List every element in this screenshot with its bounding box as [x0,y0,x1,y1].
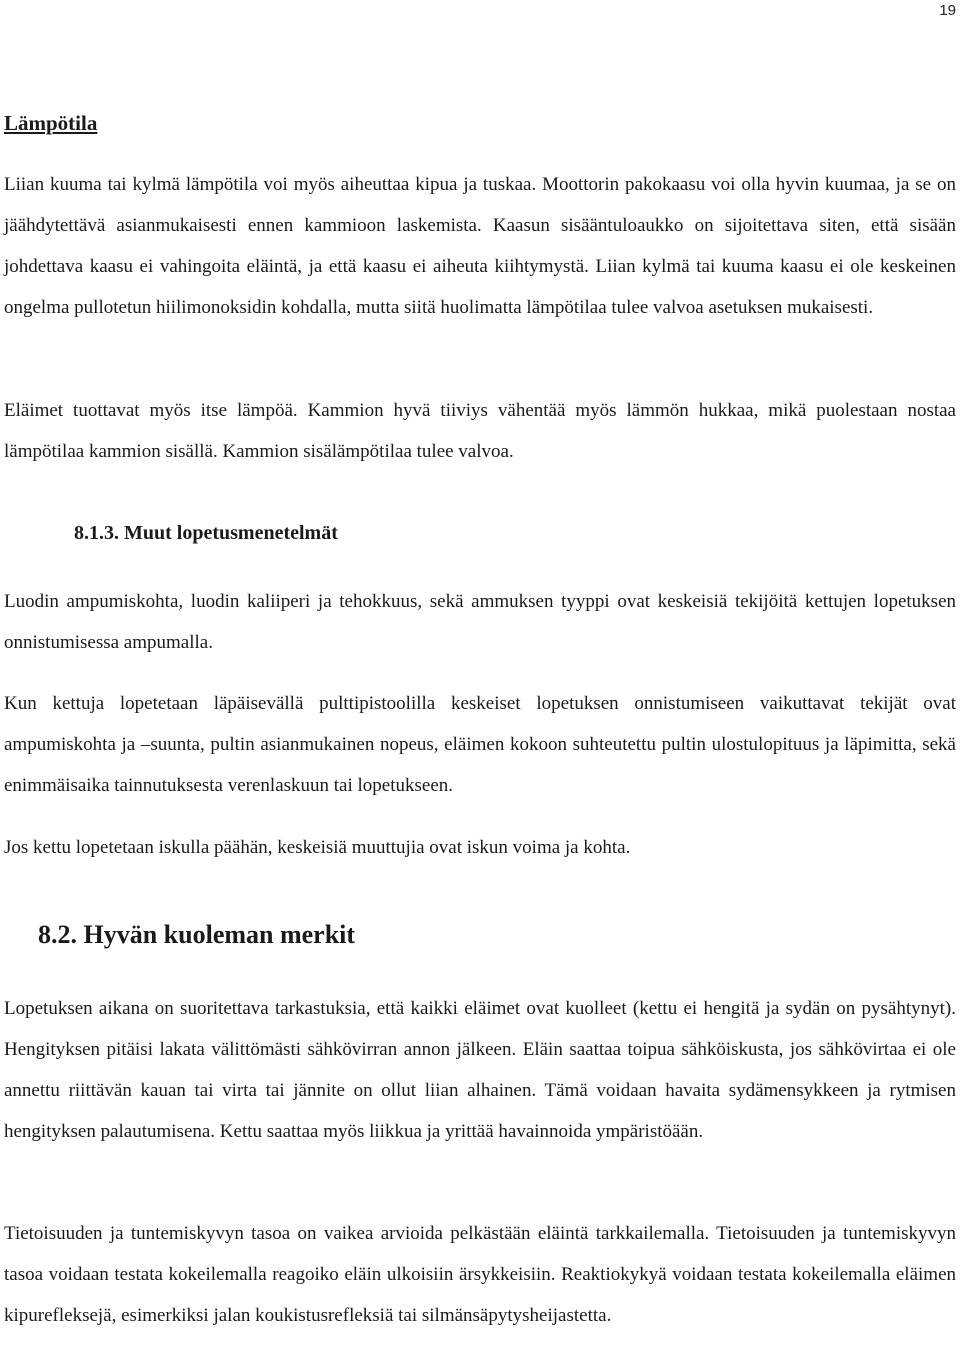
heading-other-methods: 8.1.3. Muut lopetusmenetelmät [74,522,338,544]
paragraph-temperature-2: Eläimet tuottavat myös itse lämpöä. Kammion hyvä tiiviys vähentää myös lämmön hukkaa, mikä puolestaan nostaa lämpötilaa kammion sisällä. Kammion sisälämpötilaa tulee valvoa. [4,400,956,462]
paragraph-death-signs-2: Tietoisuuden ja tuntemiskyvyn tasoa on vaikea arvioida pelkästään eläintä tarkkailemalla. Tietoisuuden ja tuntemiskyvyn tasoa voidaan testata kokeilemalla reagoiko eläin ulkoisiin ärsykkeisiin. Reaktiokykyä voidaan testata kokeilemalla eläimen kipurefleksejä, esimerkiksi jalan koukistusrefleksiä tai silmänsäpytysheijastetta. [4,1223,956,1326]
paragraph-other-methods-1: Luodin ampumiskohta, luodin kaliiperi ja tehokkuus, sekä ammuksen tyyppi ovat keskeisiä tekijöitä kettujen lopetuksen onnistumisessa ampumalla. [4,591,956,653]
heading-temperature: Lämpötila [4,111,98,135]
paragraph-temperature-1: Liian kuuma tai kylmä lämpötila voi myös aiheuttaa kipua ja tuskaa. Moottorin pakokaasu voi olla hyvin kuumaa, ja se on jäähdytettävä asianmukaisesti ennen kammioon laskemista. Kaasun sisääntuloaukko on sijoitettava siten, että sisään johdettava kaasu ei vahingoita eläintä, ja että kaasu ei aiheuta kiihtymystä. Liian kylmä tai kuuma kaasu ei ole keskeinen ongelma pullotetun hiilimonoksidin kohdalla, mutta siitä huolimatta lämpötilaa tulee valvoa asetuksen mukaisesti. [4,174,956,318]
page-number: 19 [939,2,956,19]
heading-death-signs: 8.2. Hyvän kuoleman merkit [38,920,356,949]
paragraph-other-methods-3: Jos kettu lopetetaan iskulla päähän, keskeisiä muuttujia ovat iskun voima ja kohta. [4,837,631,858]
paragraph-death-signs-1: Lopetuksen aikana on suoritettava tarkastuksia, että kaikki eläimet ovat kuolleet (kettu ei hengitä ja sydän on pysähtynyt). Hengityksen pitäisi lakata välittömästi sähkövirran annon jälkeen. Eläin saattaa toipua sähköiskusta, jos sähkövirtaa ei ole annettu riittävän kauan tai virta tai jännite on ollut liian alhainen. Tämä voidaan havaita sydämensykkeen ja rytmisen hengityksen palautumisena. Kettu saattaa myös liikkua ja yrittää havainnoida ympäristöään. [4,998,956,1142]
paragraph-other-methods-2: Kun kettuja lopetetaan läpäisevällä pulttipistoolilla keskeiset lopetuksen onnistumiseen vaikuttavat tekijät ovat ampumiskohta ja –suunta, pultin asianmukainen nopeus, eläimen kokoon suhteutettu pultin ulostulopituus ja läpimitta, sekä enimmäisaika tainnutuksesta verenlaskuun tai lopetukseen. [4,693,956,796]
